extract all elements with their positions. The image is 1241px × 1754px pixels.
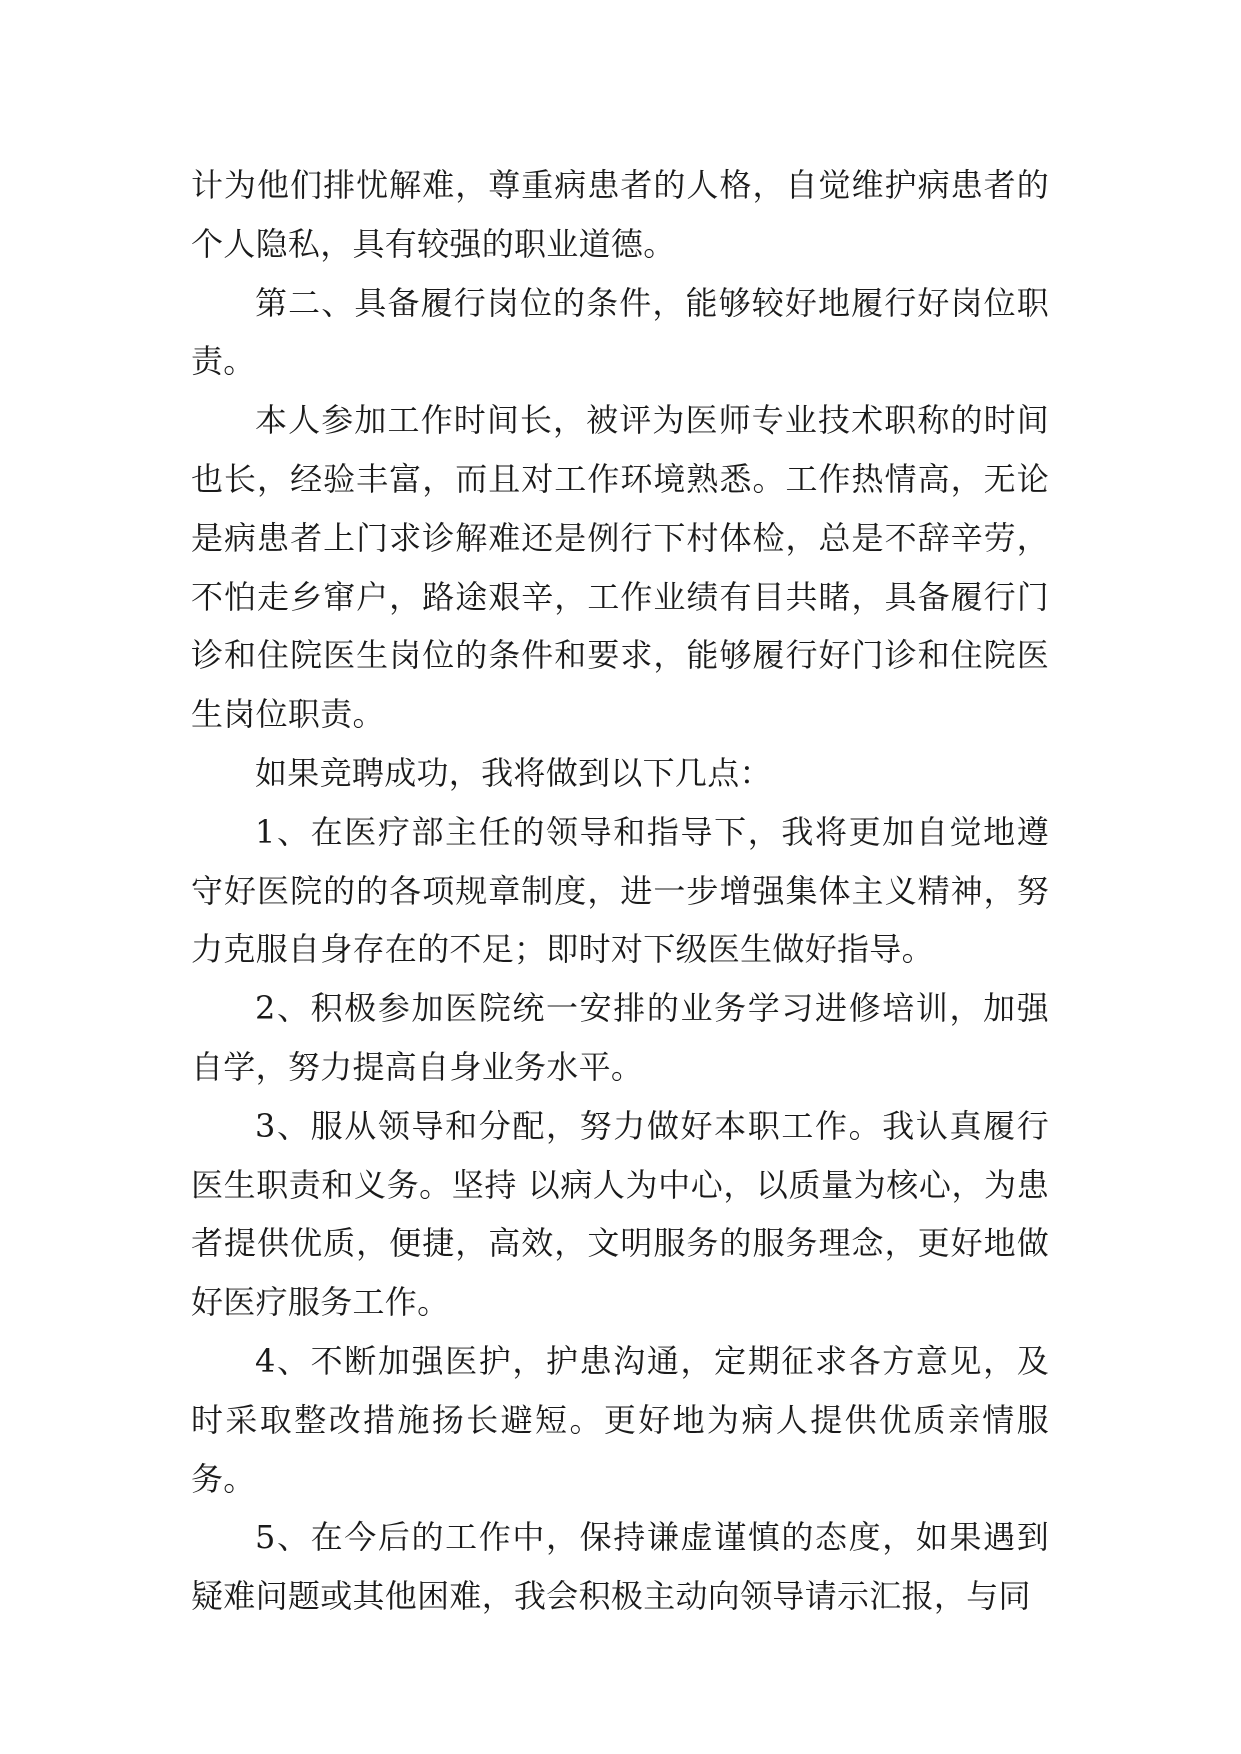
- paragraph-continuation: 计为他们排忧解难，尊重病患者的人格，自觉维护病患者的个人隐私，具有较强的职业道德。: [191, 166, 1049, 263]
- paragraph-item-2: 2、积极参加医院统一安排的业务学习进修培训，加强自学，努力提高自身业务水平。: [191, 989, 1049, 1086]
- paragraph-experience: 本人参加工作时间长，被评为医师专业技术职称的时间也长，经验丰富，而且对工作环境熟悉。工作热情高，无论是病患者上门求诊解难还是例行下村体检，总是不辞辛劳，不怕走乡窜户，路途艰辛，工作业绩有目共睹，具备履行门诊和住院医生岗位的条件和要求，能够履行好门诊和住院医生岗位职责。: [191, 401, 1049, 734]
- paragraph-commitments-intro: 如果竞聘成功，我将做到以下几点：: [255, 753, 772, 792]
- paragraph-item-5: 5、在今后的工作中，保持谦虚谨慎的态度，如果遇到疑难问题或其他困难，我会积极主动向领导请示汇报，与同: [191, 1518, 1049, 1616]
- paragraph-item-1: 1、在医疗部主任的领导和指导下，我将更加自觉地遵守好医院的的各项规章制度，进一步增强集体主义精神，努力克服自身存在的不足；即时对下级医生做好指导。: [191, 812, 1049, 969]
- paragraph-item-4: 4、不断加强医护，护患沟通，定期征求各方意见，及时采取整改措施扬长避短。更好地为病人提供优质亲情服务。: [191, 1341, 1049, 1498]
- document-body: [191, 156, 1049, 1626]
- paragraph-item-3: 3、服从领导和分配，努力做好本职工作。我认真履行医生职责和义务。坚持 以病人为中心，以质量为核心，为患者提供优质，便捷，高效，文明服务的服务理念，更好地做好医疗服务工作。: [191, 1106, 1049, 1322]
- paragraph-second-point: 第二、具备履行岗位的条件，能够较好地履行好岗位职责。: [191, 283, 1049, 381]
